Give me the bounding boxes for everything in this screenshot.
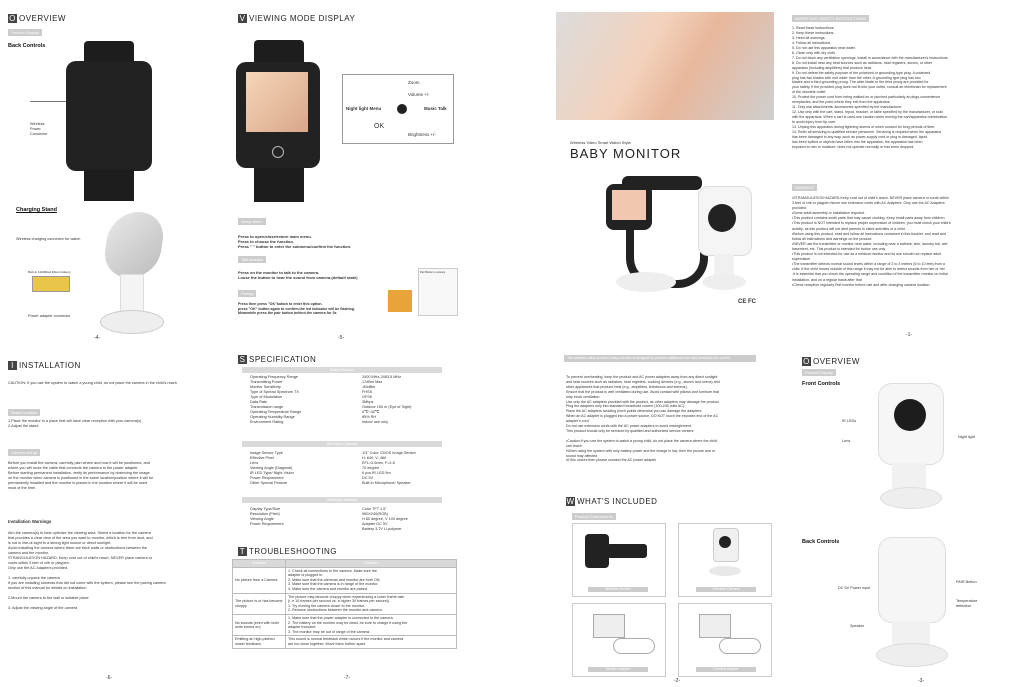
text-line: exposed to rain or moisture, does not operate normally or has been dropped.: [792, 144, 915, 149]
spec-key: Transmitting Power: [250, 380, 283, 384]
ok-label: OK: [374, 123, 385, 130]
spec-value: Built-in Microphone/ Speaker: [362, 481, 411, 485]
back-controls-label: Back Controls: [8, 43, 46, 49]
text-line: activity, as this product will not alert parents to silent activities of a child.: [792, 226, 906, 231]
text-line: •When using the system with only battery power and the charge is low, then the picture and or: [566, 448, 716, 453]
camera-setup-pill: Camera set up: [8, 449, 40, 456]
text-line: supervision: [792, 257, 811, 262]
spec-value: Indoor use only: [362, 420, 388, 424]
setup-pill: Setup Menu: [238, 218, 266, 225]
page-7: [232, 345, 462, 687]
charging-connector-label: Wireless charging connector for watch: [16, 237, 81, 241]
caution-text: CAUTION: If you use the system to watch a young child, do not place the camera in the child's reach: [8, 381, 177, 385]
charging-stand-image: [96, 212, 166, 336]
text-line: with the apparatus. When a cart is used,use caution when moving the cart/apparatus combination: [792, 115, 948, 120]
page-number: -7-: [344, 675, 351, 681]
page-number: -3-: [918, 678, 925, 684]
text-line: other appliances that produce heat (e.g., amplifiers, televisions and stereos).: [566, 384, 688, 389]
music-talk-label: Music Talk: [424, 106, 447, 111]
text-line: to avoid injury from tip-over.: [792, 120, 837, 125]
text-line: •If this occurs then please connect the AC power adapter: [566, 458, 657, 463]
item-caption: Camera adapter: [696, 667, 756, 672]
text-line: and heat sources such as radiators, heat registers, cooking devices (e.g., stoves and ovens) and: [566, 379, 720, 384]
viewing-mode-heading: V VIEWING MODE DISPLAY: [239, 14, 356, 24]
spec-key: Monitor Sensitivity: [250, 385, 281, 389]
product-display-pill: Product Display: [8, 29, 42, 36]
spec-value: H 80 degree, V 100 degree: [362, 517, 408, 521]
pair-button-label: PAIR Button: [956, 580, 977, 584]
text-line: 2. Keep these instructions.: [792, 30, 835, 35]
text-line: 8. Do not install near any heat sources such as radiators, heat registers, stoves, or other: [792, 60, 933, 65]
text-line: 3 feet of crib or playpen.Never use extension cords with AC Adapters. Only use the AC Adapters: [792, 201, 945, 206]
talk-pill: Talk function: [238, 256, 266, 263]
table-cell: No sounds (even with both units turned on): [233, 614, 286, 635]
brightness-label: Brightness +/-: [408, 132, 436, 137]
troubleshooting-table: [232, 559, 457, 649]
temperature-label: Temperature detection: [956, 599, 978, 608]
spec-value: Outdoor 150 m (Eye of Sight): [362, 405, 412, 409]
text-line: 7. Do not block any ventilation openings. Install in accordance with the manufacturer's instructions.: [792, 55, 949, 60]
text-line: •This product is NOT intended to replace proper supervision of children, you must check your child's: [792, 221, 951, 226]
table-cell: This sound is normal feedback which occurs if the monitor and camera are too close together. Move them further apart.: [286, 636, 457, 648]
overview-heading: O OVERVIEW: [9, 14, 66, 24]
zoom-label: Zoom: [408, 80, 420, 85]
table-row: [233, 593, 457, 614]
spec-value: GFSK: [362, 395, 373, 399]
page-2: [556, 345, 782, 687]
text-line: •STRANGULATION HAZARD-Keep cord out of child's reach. NEVER place camera or cords within: [792, 196, 949, 200]
table-header: Solution: [286, 560, 457, 568]
watch-front-image: [234, 40, 322, 210]
page-6: [0, 345, 230, 687]
spec-monitor-bar: Baby Monitor: [242, 367, 442, 373]
text-line: 3. Heed all warnings.: [792, 35, 826, 40]
spec-key: Power Requirement: [250, 522, 284, 526]
pair-small-label: Pair Button in camera: [420, 271, 445, 274]
table-header: Problem: [233, 560, 286, 568]
sheet-gap: [463, 0, 553, 687]
text-line: Plug the adapters only into standard household current (100-240 volts AC).: [566, 404, 686, 409]
table-row: [233, 567, 457, 593]
item-card-monitor-adapter: [572, 603, 666, 677]
text-line: apparatus (including amplifiers) that produce heat.: [792, 65, 872, 70]
pairing-photo: [388, 290, 412, 312]
spec-value: 85% RH: [362, 415, 377, 419]
text-line: •NEVER use the transmitter or monitor near water, including near a bathtub, sink, laundry tub, wet: [792, 241, 948, 246]
wireless-connector-label: Wireless Power Connector: [30, 122, 48, 136]
spec-key: Viewing Angle (Diagonal): [250, 466, 293, 470]
text-line: 11. Only use attachments/ accessories specified by the manufacturer.: [792, 105, 903, 110]
spec-key: Transmission range: [250, 405, 284, 409]
ir-label: IR LEDs: [842, 419, 857, 423]
spec-row: [250, 420, 411, 425]
battery-label: Built-in 1200MaH lithium battery: [28, 270, 71, 274]
text-line: installation, and on a regular basis after that: [792, 277, 862, 282]
spec-key: Lens: [250, 461, 259, 465]
spec-value: 0℃~40℃: [362, 410, 380, 414]
important-pill: IMPORTANT SAFETY INSTRUCTIONS: [792, 15, 869, 22]
text-line: Ensure that the product is well ventilated during use. Avoid contact with pillows and furniture that: [566, 389, 719, 394]
talk-text: Press on the monitor to talk to the camera. Loose the button to hear the sound from camera.(default state): [238, 270, 358, 280]
text-line: 5. Do not use this apparatus near water.: [792, 45, 856, 50]
item-caption: Monitor adapter: [588, 667, 648, 672]
spec-key: Type of Spread Spectrum TX: [250, 390, 299, 394]
spec-value: DC 5V: [362, 476, 374, 480]
spec-key: Image Sensor Type: [250, 451, 283, 455]
text-line: 14. Refer all servicing to qualified service personnel .Servicing is required when the apparatus: [792, 130, 942, 135]
location-pill: Select location: [8, 409, 40, 416]
text-line: 1. Read these instructions.: [792, 26, 835, 30]
spec-key: Data Rate: [250, 400, 268, 404]
spec-table-2: [250, 451, 416, 486]
spec-key: Type of Modulation: [250, 395, 283, 399]
pairing-pill: Pairing: [238, 290, 256, 297]
item-card-camera-adapter: [678, 603, 772, 677]
spec-wmonitor-bar: Wireless Monitor: [242, 497, 442, 503]
warning-pill: WARNING: [792, 184, 817, 191]
volume-label: Volume +/-: [408, 92, 430, 97]
text-line: basement, etc. This product is intended for indoor use only.: [792, 246, 886, 251]
subtitle: Wireless Video Smart Watch Style: [570, 140, 631, 145]
spec-value: 1/3" Color CMOS Image Sensor: [362, 451, 416, 455]
spec-key: Operating Humidity Range: [250, 415, 295, 419]
table-cell: The picture is or has become choppy: [233, 593, 286, 614]
camera-setup-text: Before you install the camera, carefully plan where and how it will be positioned, and where you will route the cable that connects the camera to the power adapter. Before starting permanent installation, verify its performance by observing the image on the monitor when camera is positioned in the same location/position where it will be permanently installed and the monitor is placed in the location where it will be used most of the time.: [8, 461, 154, 490]
text-line: plug has two blades with one wider than the other. A grounding type plug has two: [792, 75, 921, 80]
text-line: 4. Follow all instructions.: [792, 40, 832, 45]
spec-value: 70 degree: [362, 466, 380, 470]
text-line: has been spilled or objects have fallen into the apparatus, the apparatus has been: [792, 139, 923, 144]
back-controls-label: Back Controls: [802, 539, 840, 545]
page-number: -6-: [106, 675, 113, 681]
item-card-monitor: [572, 523, 666, 597]
spec-value: 2400 MHz-2483.5 MHz: [362, 375, 402, 379]
table-cell: The picture may become choppy when experiencing a lower frame rate (i. e 10 frames per second vs. a higher 30 frames per second). 1. Try moving the camera closer to the monitor. 2. Remove obstructions between the monitor and camera.: [286, 593, 457, 614]
text-line: sound may affected: [566, 453, 598, 458]
spec-key: Operating Temperature Range: [250, 410, 302, 414]
spec-key: Effective Pixel: [250, 456, 274, 460]
night-menu-label: Night light Menu: [346, 106, 382, 111]
camera-front-image: [878, 383, 942, 509]
spec-camera-bar: Wireless Camera: [242, 441, 442, 447]
text-line: This product should only be serviced by qualified and authorized service centers: [566, 428, 694, 433]
text-line: •Caution:If you use the system to watch a young child, do not place the camera where the child: [566, 438, 717, 443]
spec-key: Power Requirement: [250, 476, 284, 480]
camera-back-image: [876, 537, 946, 667]
spec-value: 3Mbps: [362, 400, 374, 404]
text-line: 13. Unplug this apparatus during lightning storms or when unused for long periods of time.: [792, 125, 936, 130]
text-line: has been damaged in any way, such as power-supply cord or plug is damaged, liquid: [792, 134, 928, 139]
spec-value: Battery 3.7V Li-polymer: [362, 527, 402, 531]
text-line: To prevent overheating, keep the product and AC power adapters away from any direct sunlight: [566, 375, 718, 379]
charging-stand-label: Charging Stand: [16, 207, 57, 213]
spec-key: Environment Rating: [250, 420, 284, 424]
table-cell: 1. Check all connections to the camera. Make sure the adapter is plugged in. 2. Make sure that the cameras and monitor are both ON. 3. Make sure that the camera is in range of the monitor. 4. Make sure the camera and monitor are paired.: [286, 567, 457, 593]
spec-value: 17dBm Max: [362, 380, 383, 384]
page-1: [556, 0, 1024, 343]
lens-label: Lens: [842, 439, 851, 443]
text-line: •Some adult assembly or installation required.: [792, 211, 865, 216]
product-image-watch: [606, 172, 706, 302]
spec-value: EFL=3.6mm, F=2.8: [362, 461, 395, 465]
item-caption: Wireless Camera: [696, 587, 756, 592]
spec-key: Resolution (Pixel): [250, 512, 280, 516]
title: BABY MONITOR: [570, 146, 682, 161]
spec-table-3: [250, 507, 408, 532]
power-connector-label: Power adapter connector: [28, 314, 71, 318]
table-cell: No picture from a Camera: [233, 567, 286, 593]
dc-power-label: DC 5V Power input: [838, 586, 871, 590]
page-number: -1-: [906, 332, 913, 338]
spec-value: Color TFT 1.5": [362, 507, 387, 511]
night-light-label: Night light: [958, 435, 975, 439]
spec-key: Operating Frequency Range: [250, 375, 298, 379]
text-line: 10. Protect the power cord from being walked on or pinched particularly at plugs,convenience: [792, 95, 941, 100]
spec-value: -89dBm: [362, 385, 376, 389]
instructions-text: [792, 26, 1022, 150]
battery-icon: [32, 276, 70, 292]
spec-key: Other Special Feature: [250, 481, 288, 485]
spec-value: FHSS: [362, 390, 373, 394]
page-3: [790, 345, 1024, 687]
overview-heading: O OVERVIEW: [803, 357, 860, 367]
text-line: may block ventilation.: [566, 394, 601, 399]
text-line: 12. Use only with the cart, stand, tripod, bracket, or table specified by the manufacturer, or sold: [792, 110, 943, 115]
page-5: [232, 0, 462, 343]
text-line: blades and a third grounding prong. The wide blade or the third prong are provided for: [792, 80, 929, 85]
text-line: can reach: [566, 443, 582, 448]
text-line: adapter's cord.: [566, 419, 590, 424]
text-line: Do not use extension cords with the AC power adapters to avoid entanglement.: [566, 424, 692, 429]
warnings-text: [792, 196, 1022, 288]
item-card-camera: [678, 523, 772, 597]
specification-heading: S SPECIFICATION: [239, 355, 317, 365]
text-line: •This product contains small parts that may cause choking. Keep small parts away from children.: [792, 216, 946, 221]
warnings-head: Installation Warnings: [8, 519, 52, 524]
text-line: •Check reception regularly.Test monitor before use and after changing camera location.: [792, 282, 931, 287]
power-icon: [397, 104, 407, 114]
whats-included-heading: W WHAT'S INCLUDED: [566, 497, 658, 507]
table-row: [233, 636, 457, 648]
spec-value: H: 640, V: 480: [362, 456, 387, 460]
pairing-text: Press then press "OK"button to enter this option. press "OK" button again to confirm.the led indicator will be flashing. Meanwhile press the pair button behind the camera for 3s: [238, 302, 356, 315]
spec-row: [250, 527, 408, 532]
text-line: .It is essential that you check the operating range and condition of the transmitter monitor on initial: [792, 272, 948, 277]
spec-value: 6 pcs IR LED 5m: [362, 471, 391, 475]
spec-value: 960X240(RGB): [362, 512, 388, 516]
baby-photo: [556, 12, 774, 120]
text-line: When an AC adapter is plugged into a power source, DO NOT touch the exposed end of the AC: [566, 414, 719, 419]
setup-text: Press to open/close/return main menu. Press to choose the function. Press " " button to enter the submenu/confirm the function.: [238, 234, 352, 249]
certification-marks: CE FC: [738, 299, 756, 305]
text-line: receptacles, and the point where they exit from the apparatus.: [792, 100, 891, 105]
location-text: 1.Place the monitor in a place that will have clear reception with your camera(s) 2.Adjust the stand: [8, 419, 142, 428]
safety-text: [566, 375, 780, 463]
front-controls-label: Front Controls: [802, 381, 841, 387]
table-row: [233, 614, 457, 635]
watch-back-image: [66, 41, 152, 201]
troubleshooting-heading: T TROUBLESHOOTING: [239, 547, 337, 557]
text-line: provided.: [792, 206, 807, 211]
text-line: •Before using this product, read and follow all instructions contained in this booklet, and read and: [792, 231, 946, 236]
page-number: -5-: [338, 335, 345, 341]
item-caption: Wireless Monitor: [588, 587, 648, 592]
text-line: your safety. If the provided plug does not fit into your outlet, consult an electrician for replacement: [792, 85, 947, 90]
table-cell: Emitting an high-pitched noise/ feedback.: [233, 636, 286, 648]
speaker-label: Speaker: [850, 624, 865, 628]
text-line: follow all instructions and warnings on the product.: [792, 236, 873, 241]
spec-key: [250, 527, 362, 532]
installation-heading: I INSTALLATION: [8, 361, 81, 370]
text-line: Use only the AC adapters provided with the product, as other adapters may damage the product.: [566, 399, 720, 404]
text-line: •The transmitter detects normal sound levels within a range of 2 to 3 meters (6 to 10 feet) from a: [792, 262, 945, 267]
spec-row: [250, 481, 416, 486]
spec-key: IR LED Type/ Night Vision: [250, 471, 294, 475]
spec-key: Viewing Angle: [250, 517, 274, 521]
camera-back-photo: [418, 268, 458, 316]
text-line: 9. Do not defeat the safety purpose of the polarized or grounding-type plug. A polarized: [792, 70, 931, 75]
product-image-camera: [698, 186, 750, 294]
page-number: -2-: [674, 678, 681, 684]
product-display-pill: Product Display: [802, 369, 836, 376]
text-line: 6. Clean only with dry cloth.: [792, 50, 836, 55]
components-pill: Product Components: [572, 513, 616, 520]
warnings-text: Aim the camera(s) to best optimize the viewing area. Select a location for the camera that provides a clear view of the area you want to monitor, which is free from dust, and is not in line-of-sight to a strong light source or direct sunlight. Avoid installing the camera where there are thick walls or obstructions between the camera and the monitor. STRANGULATION HAZARD: Keep cord out of child's reach. NEVER place camera or cords within 3 feet of crib or playpen. Only use the AC Adapters provided. 1. carefully unpack the camera If you are installing cameras that did not come with the system, please see the pairing camera section of this manual for details on installation 2.Mount the camera to the wall or suitable place 3. Adjust the viewing angle of the camera: [8, 531, 166, 610]
text-line: •This product is not intended for use as a medical monitor and its use should not replace adult: [792, 252, 942, 257]
text-line: of the obsolete outlet.: [792, 90, 827, 95]
table-cell: 1. Make sure that the power adapter is connected to the camera. 2. The battery on the monitor may be dead, be sure to charge it using the adapter included. 3. The monitor may be out of range of the camera.: [286, 614, 457, 635]
spec-key: Display Type/Size: [250, 507, 281, 511]
page-number: -4-: [94, 335, 101, 341]
text-line: Place the AC adapters avoiding pinch points otherwise you can damage the adapters.: [566, 409, 703, 414]
intro-pill: The wireless baby monitor's baby-monitor is designed to provide additional care and protection for a child: [564, 355, 756, 362]
page-4: [0, 0, 230, 343]
text-line: child. If the child moves outside of this range it may not be able to detect sounds from him or her: [792, 267, 945, 272]
spec-value: Adapter DC 5V: [362, 522, 388, 526]
spec-table-1: [250, 375, 411, 425]
